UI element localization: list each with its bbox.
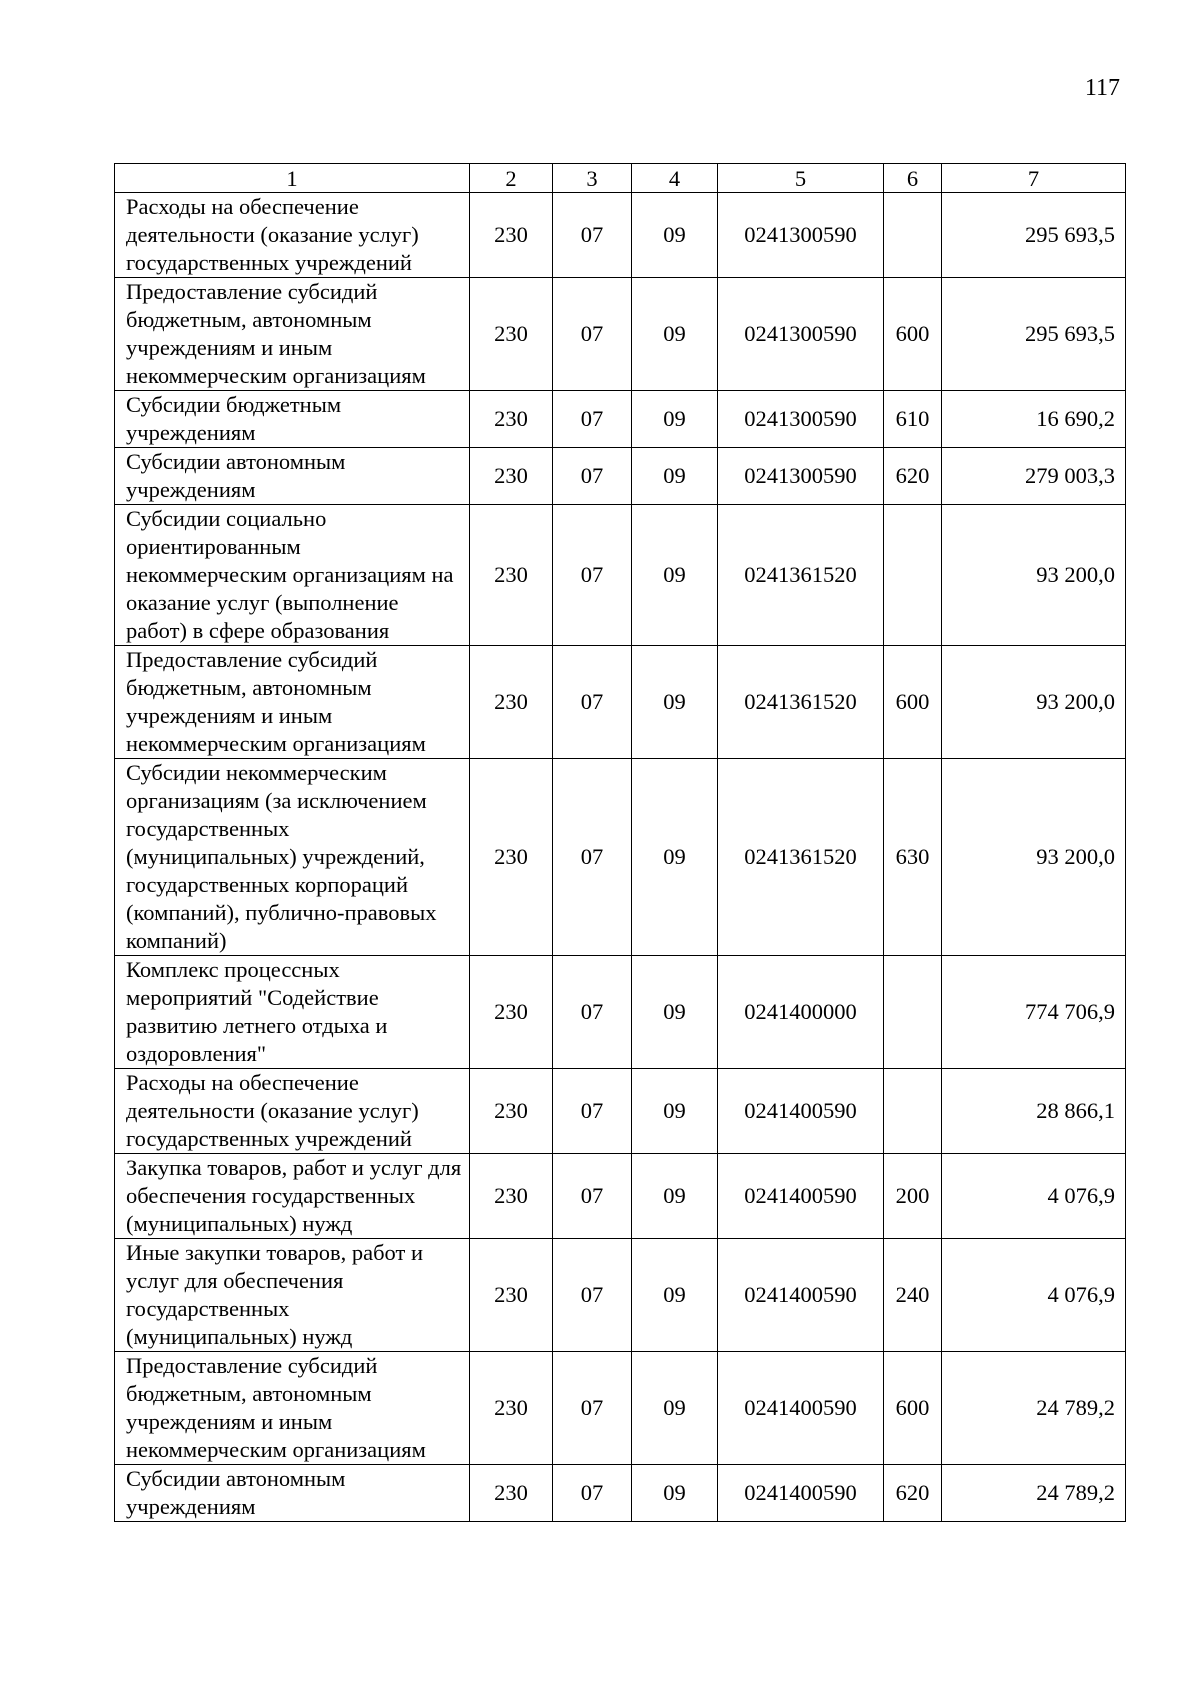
table-row	[115, 1239, 1126, 1352]
table-row	[115, 448, 1126, 505]
expense-name-cell: Субсидии автономным учреждениям	[115, 448, 470, 505]
column-header: 4	[632, 164, 718, 193]
amount-cell: 28 866,1	[942, 1069, 1126, 1154]
table-row	[115, 1154, 1126, 1239]
expense-name-cell: Предоставление субсидий бюджетным, автономным учреждениям и иным некоммерческим организациям	[115, 646, 470, 759]
expense-name-cell: Субсидии бюджетным учреждениям	[115, 391, 470, 448]
target-article-cell: 0241300590	[718, 391, 884, 448]
expense-name-cell: Иные закупки товаров, работ и услуг для обеспечения государственных (муниципальных) нужд	[115, 1239, 470, 1352]
column-header: 6	[884, 164, 942, 193]
subsection-code-cell: 09	[632, 1239, 718, 1352]
expense-name-cell: Комплекс процессных мероприятий "Содействие развитию летнего отдыха и оздоровления"	[115, 956, 470, 1069]
ministry-code-cell: 230	[470, 1239, 553, 1352]
amount-cell: 93 200,0	[942, 759, 1126, 956]
section-code-cell: 07	[553, 1239, 632, 1352]
expense-name-cell: Субсидии автономным учреждениям	[115, 1465, 470, 1522]
expense-name-cell: Расходы на обеспечение деятельности (оказание услуг) государственных учреждений	[115, 1069, 470, 1154]
table-row	[115, 278, 1126, 391]
amount-cell: 4 076,9	[942, 1239, 1126, 1352]
amount-cell: 93 200,0	[942, 646, 1126, 759]
section-code-cell: 07	[553, 1069, 632, 1154]
section-code-cell: 07	[553, 193, 632, 278]
ministry-code-cell: 230	[470, 448, 553, 505]
subsection-code-cell: 09	[632, 391, 718, 448]
expense-name-cell: Расходы на обеспечение деятельности (оказание услуг) государственных учреждений	[115, 193, 470, 278]
ministry-code-cell: 230	[470, 278, 553, 391]
table-row	[115, 391, 1126, 448]
amount-cell: 774 706,9	[942, 956, 1126, 1069]
column-header: 2	[470, 164, 553, 193]
amount-cell: 16 690,2	[942, 391, 1126, 448]
subsection-code-cell: 09	[632, 448, 718, 505]
expense-type-cell: 200	[884, 1154, 942, 1239]
section-code-cell: 07	[553, 278, 632, 391]
table-row	[115, 1352, 1126, 1465]
expense-type-cell: 610	[884, 391, 942, 448]
ministry-code-cell: 230	[470, 1154, 553, 1239]
subsection-code-cell: 09	[632, 1069, 718, 1154]
amount-cell: 4 076,9	[942, 1154, 1126, 1239]
expense-type-cell: 600	[884, 646, 942, 759]
page-number: 117	[1084, 75, 1120, 101]
amount-cell: 24 789,2	[942, 1465, 1126, 1522]
subsection-code-cell: 09	[632, 759, 718, 956]
subsection-code-cell: 09	[632, 1352, 718, 1465]
ministry-code-cell: 230	[470, 1352, 553, 1465]
target-article-cell: 0241400590	[718, 1239, 884, 1352]
section-code-cell: 07	[553, 505, 632, 646]
table-row	[115, 1465, 1126, 1522]
expense-type-cell: 600	[884, 278, 942, 391]
target-article-cell: 0241400590	[718, 1069, 884, 1154]
target-article-cell: 0241361520	[718, 646, 884, 759]
section-code-cell: 07	[553, 646, 632, 759]
expense-name-cell: Субсидии некоммерческим организациям (за исключением государственных (муниципальных) учреждений, государственных корпораций (компаний), публично-правовых компаний)	[115, 759, 470, 956]
expense-type-cell: 620	[884, 1465, 942, 1522]
column-header: 5	[718, 164, 884, 193]
ministry-code-cell: 230	[470, 391, 553, 448]
expense-name-cell: Закупка товаров, работ и услуг для обеспечения государственных (муниципальных) нужд	[115, 1154, 470, 1239]
expense-type-cell: 630	[884, 759, 942, 956]
section-code-cell: 07	[553, 759, 632, 956]
expense-type-cell	[884, 956, 942, 1069]
subsection-code-cell: 09	[632, 956, 718, 1069]
column-header: 1	[115, 164, 470, 193]
expense-type-cell: 620	[884, 448, 942, 505]
target-article-cell: 0241400000	[718, 956, 884, 1069]
section-code-cell: 07	[553, 1465, 632, 1522]
target-article-cell: 0241361520	[718, 505, 884, 646]
target-article-cell: 0241361520	[718, 759, 884, 956]
expense-name-cell: Предоставление субсидий бюджетным, автономным учреждениям и иным некоммерческим организациям	[115, 1352, 470, 1465]
subsection-code-cell: 09	[632, 1465, 718, 1522]
ministry-code-cell: 230	[470, 1069, 553, 1154]
table-row	[115, 193, 1126, 278]
expense-type-cell: 600	[884, 1352, 942, 1465]
amount-cell: 279 003,3	[942, 448, 1126, 505]
ministry-code-cell: 230	[470, 956, 553, 1069]
budget-table	[114, 163, 1126, 1522]
table-row	[115, 646, 1126, 759]
section-code-cell: 07	[553, 1352, 632, 1465]
subsection-code-cell: 09	[632, 505, 718, 646]
column-header: 7	[942, 164, 1126, 193]
target-article-cell: 0241300590	[718, 278, 884, 391]
target-article-cell: 0241300590	[718, 193, 884, 278]
table-row	[115, 505, 1126, 646]
expense-type-cell	[884, 505, 942, 646]
amount-cell: 295 693,5	[942, 278, 1126, 391]
ministry-code-cell: 230	[470, 759, 553, 956]
target-article-cell: 0241400590	[718, 1154, 884, 1239]
section-code-cell: 07	[553, 956, 632, 1069]
target-article-cell: 0241300590	[718, 448, 884, 505]
amount-cell: 24 789,2	[942, 1352, 1126, 1465]
subsection-code-cell: 09	[632, 1154, 718, 1239]
subsection-code-cell: 09	[632, 278, 718, 391]
expense-name-cell: Предоставление субсидий бюджетным, автономным учреждениям и иным некоммерческим организациям	[115, 278, 470, 391]
subsection-code-cell: 09	[632, 193, 718, 278]
section-code-cell: 07	[553, 391, 632, 448]
subsection-code-cell: 09	[632, 646, 718, 759]
amount-cell: 93 200,0	[942, 505, 1126, 646]
column-header: 3	[553, 164, 632, 193]
expense-type-cell	[884, 1069, 942, 1154]
amount-cell: 295 693,5	[942, 193, 1126, 278]
expense-name-cell: Субсидии социально ориентированным некоммерческим организациям на оказание услуг (выполнение работ) в сфере образования	[115, 505, 470, 646]
ministry-code-cell: 230	[470, 1465, 553, 1522]
target-article-cell: 0241400590	[718, 1465, 884, 1522]
section-code-cell: 07	[553, 448, 632, 505]
section-code-cell: 07	[553, 1154, 632, 1239]
table-row	[115, 1069, 1126, 1154]
expense-type-cell	[884, 193, 942, 278]
table-row	[115, 956, 1126, 1069]
ministry-code-cell: 230	[470, 505, 553, 646]
target-article-cell: 0241400590	[718, 1352, 884, 1465]
ministry-code-cell: 230	[470, 193, 553, 278]
ministry-code-cell: 230	[470, 646, 553, 759]
table-row	[115, 759, 1126, 956]
table-header-row	[115, 164, 1126, 193]
expense-type-cell: 240	[884, 1239, 942, 1352]
